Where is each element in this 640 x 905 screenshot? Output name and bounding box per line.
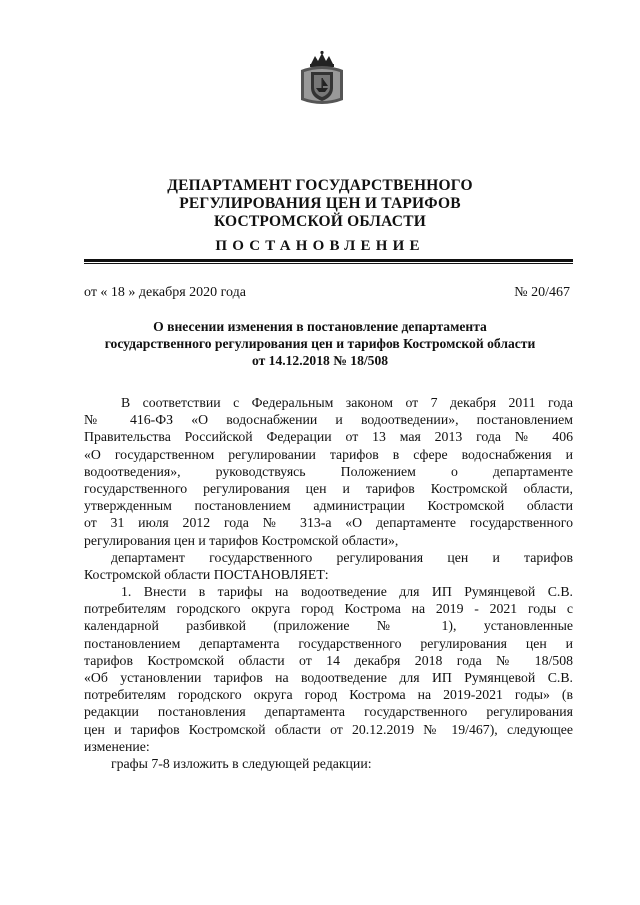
subject-line-2: государственного регулирования цен и тарифов Костромской области [104, 336, 536, 351]
body-line: потребителям городского округа город Кострома на 2019-2021 годы» (в [84, 687, 573, 703]
body-line: государственного регулирования цен и тарифов Костромской области, [84, 480, 573, 496]
body-line: изменение: [84, 738, 150, 754]
body-line: календарной разбивкой (приложение № 1), установленные [84, 618, 573, 634]
document-date: от « 18 » декабря 2020 года [84, 285, 246, 300]
document-number: № 20/467 [514, 285, 570, 300]
header-divider-thick [84, 259, 573, 262]
coat-of-arms-icon [297, 50, 347, 108]
body-line: регулирования цен и тарифов Костромской области», [84, 532, 399, 548]
department-name-line-3: КОСТРОМСКОЙ ОБЛАСТИ [213, 213, 426, 230]
body-line: № 416-ФЗ «О водоснабжении и водоотведении», постановлением [84, 412, 573, 428]
body-line: потребителям городского округа город Кострома на 2019 - 2021 годы с [84, 601, 573, 617]
body-line: Правительства Российской Федерации от 13 мая 2013 года № 406 [84, 429, 573, 445]
subject-line-3: от 14.12.2018 № 18/508 [251, 353, 389, 368]
header-divider-thin [84, 263, 573, 264]
body-line: постановлением департамента государственного регулирования цен и [84, 635, 573, 651]
document-body [84, 394, 573, 772]
body-line: утвержденным постановлением администрации Костромской области [84, 498, 573, 514]
body-line: департамент государственного регулирования цен и тарифов [111, 549, 573, 565]
body-line: графы 7-8 изложить в следующей редакции: [111, 755, 372, 771]
body-line: редакции постановления департамента государственного регулирования [84, 704, 573, 720]
body-line: 1. Внести в тарифы на водоотведение для ИП Румянцевой С.В. [121, 584, 573, 600]
department-name-line-1: ДЕПАРТАМЕНТ ГОСУДАРСТВЕННОГО [167, 177, 473, 194]
body-line: цен и тарифов Костромской области от 20.12.2019 № 19/467), следующее [84, 721, 573, 737]
body-line: тарифов Костромской области от 14 декабря 2018 года № 18/508 [84, 652, 573, 668]
subject-line-1: О внесении изменения в постановление департамента [153, 319, 487, 334]
body-line: В соответствии с Федеральным законом от 7 декабря 2011 года [121, 395, 573, 410]
body-line: «О государственном регулировании тарифов в сфере водоснабжения и [84, 446, 573, 462]
body-line: «Об установлении тарифов на водоотведение для ИП Румянцевой С.В. [84, 670, 573, 685]
document-type-title: ПОСТАНОВЛЕНИЕ [215, 238, 425, 254]
department-name-line-2: РЕГУЛИРОВАНИЯ ЦЕН И ТАРИФОВ [179, 195, 461, 212]
body-line: от 31 июля 2012 года № 313-а «О департаменте государственного [84, 515, 573, 531]
body-line: Костромской области ПОСТАНОВЛЯЕТ: [84, 566, 329, 582]
body-line: водоотведения», руководствуясь Положением о департаменте [84, 463, 573, 479]
